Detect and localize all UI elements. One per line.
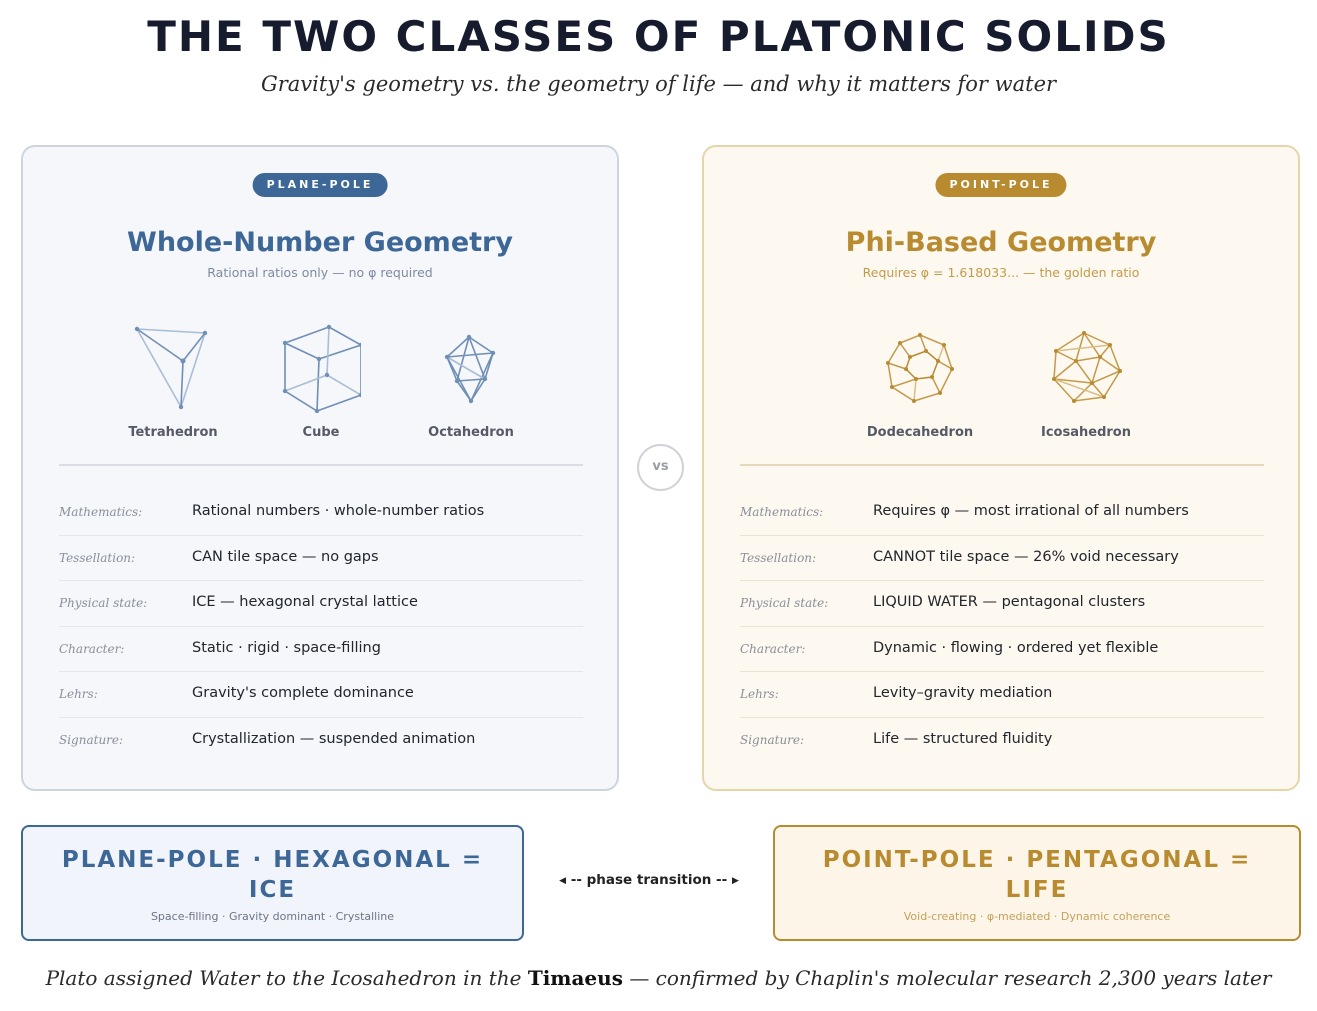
solid-octahedron bbox=[401, 313, 541, 443]
property-row bbox=[740, 627, 1264, 673]
property-row bbox=[59, 536, 583, 582]
property-value: Static · rigid · space-filling bbox=[192, 639, 381, 656]
property-row bbox=[59, 718, 583, 764]
property-label: Tessellation: bbox=[740, 550, 817, 565]
property-row bbox=[740, 581, 1264, 627]
point-pole-panel bbox=[702, 145, 1300, 791]
arrow-left-icon: ◀ bbox=[559, 876, 567, 886]
plane-pole-badge: PLANE-POLE bbox=[253, 173, 388, 197]
panel-divider bbox=[59, 464, 583, 466]
point-pole-title: Phi-Based Geometry bbox=[845, 227, 1157, 258]
tetrahedron-icon bbox=[133, 323, 213, 413]
property-value: LIQUID WATER — pentagonal clusters bbox=[873, 594, 1146, 610]
property-label: Mathematics: bbox=[740, 505, 824, 519]
property-value: CANNOT tile space — 26% void necessary bbox=[873, 548, 1179, 565]
property-label: Physical state: bbox=[740, 596, 829, 610]
property-row bbox=[59, 581, 583, 627]
solid-cube bbox=[251, 313, 391, 443]
property-label: Signature: bbox=[740, 732, 805, 747]
property-row bbox=[740, 536, 1264, 582]
property-label: Mathematics: bbox=[59, 505, 143, 519]
solid-label: Dodecahedron bbox=[866, 425, 974, 440]
property-value: Dynamic · flowing · ordered yet flexible bbox=[873, 639, 1159, 656]
phase-transition-label: -- phase transition -- bbox=[570, 872, 728, 888]
property-value: Crystallization — suspended animation bbox=[192, 730, 476, 747]
ice-summary-title: PLANE-POLE · HEXAGONAL = ICE bbox=[61, 847, 484, 903]
property-row bbox=[59, 490, 583, 536]
property-label: Lehrs: bbox=[59, 687, 98, 701]
octahedron-icon bbox=[431, 323, 511, 413]
property-value: Life — structured fluidity bbox=[873, 730, 1053, 747]
solid-icosahedron bbox=[1016, 313, 1156, 443]
property-value: ICE — hexagonal crystal lattice bbox=[192, 594, 418, 610]
panel-divider bbox=[740, 464, 1264, 466]
point-pole-subtitle: Requires φ = 1.618033... — the golden ratio bbox=[862, 265, 1140, 280]
footer-text-after: — confirmed by Chaplin's molecular research 2,300 years later bbox=[622, 966, 1272, 990]
life-summary-subtitle: Void-creating · φ-mediated · Dynamic coherence bbox=[903, 910, 1171, 923]
plane-pole-subtitle: Rational ratios only — no φ required bbox=[207, 265, 433, 280]
property-row bbox=[740, 490, 1264, 536]
phase-transition bbox=[548, 872, 750, 888]
arrow-right-icon: ▶ bbox=[731, 876, 739, 886]
property-row bbox=[740, 718, 1264, 764]
plane-pole-panel bbox=[21, 145, 619, 791]
life-summary-title: POINT-POLE · PENTAGONAL = LIFE bbox=[822, 847, 1252, 903]
property-label: Signature: bbox=[59, 732, 124, 747]
property-row bbox=[59, 627, 583, 673]
plane-pole-title: Whole-Number Geometry bbox=[127, 227, 513, 258]
property-label: Physical state: bbox=[59, 596, 148, 610]
life-summary-box bbox=[773, 825, 1301, 941]
property-value: Requires φ — most irrational of all numbers bbox=[873, 503, 1189, 519]
page-title: THE TWO CLASSES OF PLATONIC SOLIDS bbox=[147, 12, 1170, 61]
point-pole-properties bbox=[740, 490, 1264, 763]
solid-label: Tetrahedron bbox=[128, 425, 218, 440]
property-row bbox=[740, 672, 1264, 718]
property-value: CAN tile space — no gaps bbox=[192, 548, 379, 565]
plane-pole-properties bbox=[59, 490, 583, 763]
property-label: Tessellation: bbox=[59, 550, 136, 565]
solid-label: Cube bbox=[302, 425, 340, 440]
page-subtitle: Gravity's geometry vs. the geometry of life — and why it matters for water bbox=[260, 72, 1057, 96]
solid-label: Octahedron bbox=[428, 425, 514, 440]
cube-icon bbox=[281, 323, 361, 413]
dodecahedron-icon bbox=[880, 323, 960, 413]
ice-summary-box bbox=[21, 825, 524, 941]
property-label: Character: bbox=[59, 641, 125, 656]
property-value: Rational numbers · whole-number ratios bbox=[192, 503, 485, 519]
solid-tetrahedron bbox=[103, 313, 243, 443]
solid-label: Icosahedron bbox=[1041, 425, 1131, 440]
property-row bbox=[59, 672, 583, 718]
footer-emphasis: Timaeus bbox=[527, 966, 623, 990]
point-pole-badge: POINT-POLE bbox=[935, 173, 1066, 197]
property-value: Levity–gravity mediation bbox=[873, 685, 1053, 701]
property-label: Lehrs: bbox=[740, 687, 779, 701]
property-value: Gravity's complete dominance bbox=[192, 685, 414, 701]
vs-badge: vs bbox=[637, 444, 684, 491]
property-label: Character: bbox=[740, 641, 806, 656]
ice-summary-subtitle: Space-filling · Gravity dominant · Crystalline bbox=[150, 910, 395, 923]
solid-dodecahedron bbox=[850, 313, 990, 443]
footer-text-before: Plato assigned Water to the Icosahedron in the bbox=[45, 966, 528, 990]
footer-caption bbox=[0, 966, 1317, 990]
icosahedron-icon bbox=[1046, 323, 1126, 413]
